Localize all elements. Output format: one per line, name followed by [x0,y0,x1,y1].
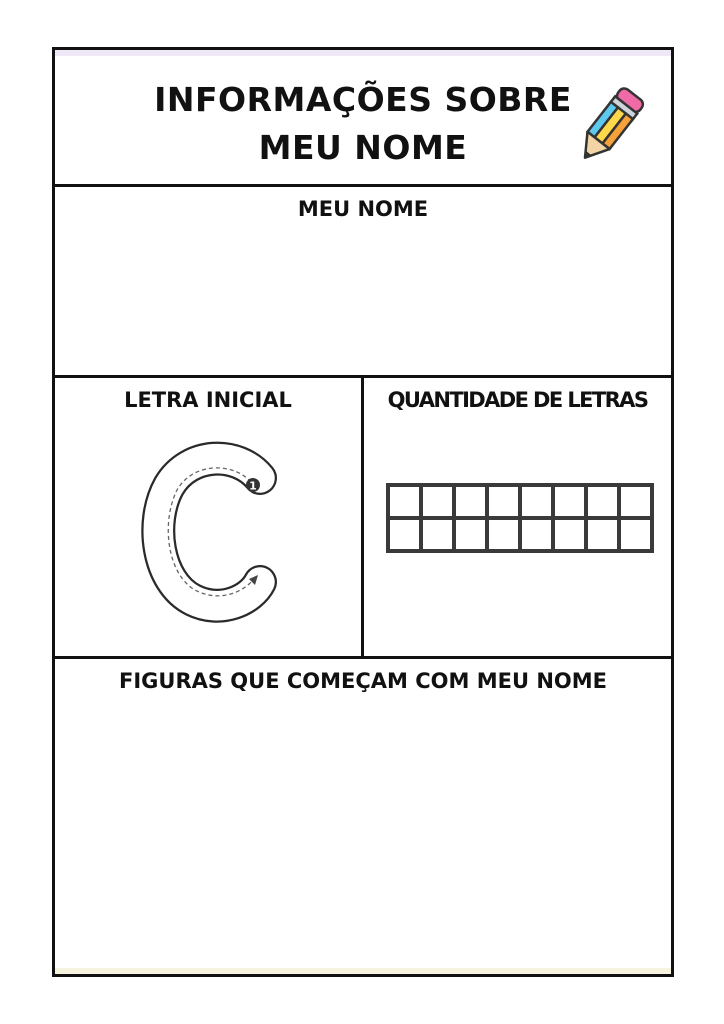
letter-count-label: QUANTIDADE DE LETRAS [387,388,648,412]
letter-c-tracing [137,440,287,630]
name-label: MEU NOME [297,197,429,221]
worksheet [52,47,674,977]
page-title-line-2: MEU NOME [258,128,468,167]
decorative-band [55,50,671,56]
decorative-band [55,968,671,974]
figures-section [55,659,671,974]
letter-count-panel [364,378,671,656]
page-title-line-1: INFORMAÇÕES SOBRE [154,80,572,119]
initial-letter-panel [55,378,364,656]
letter-count-grid [386,483,654,553]
title-section [55,50,671,187]
stroke-number: 1 [249,479,257,493]
figures-label: FIGURAS QUE COMEÇAM COM MEU NOME [119,669,607,693]
name-section [55,187,671,378]
initial-letter-label: LETRA INICIAL [124,388,292,412]
letters-section [55,378,671,659]
pencil-icon [569,84,649,170]
